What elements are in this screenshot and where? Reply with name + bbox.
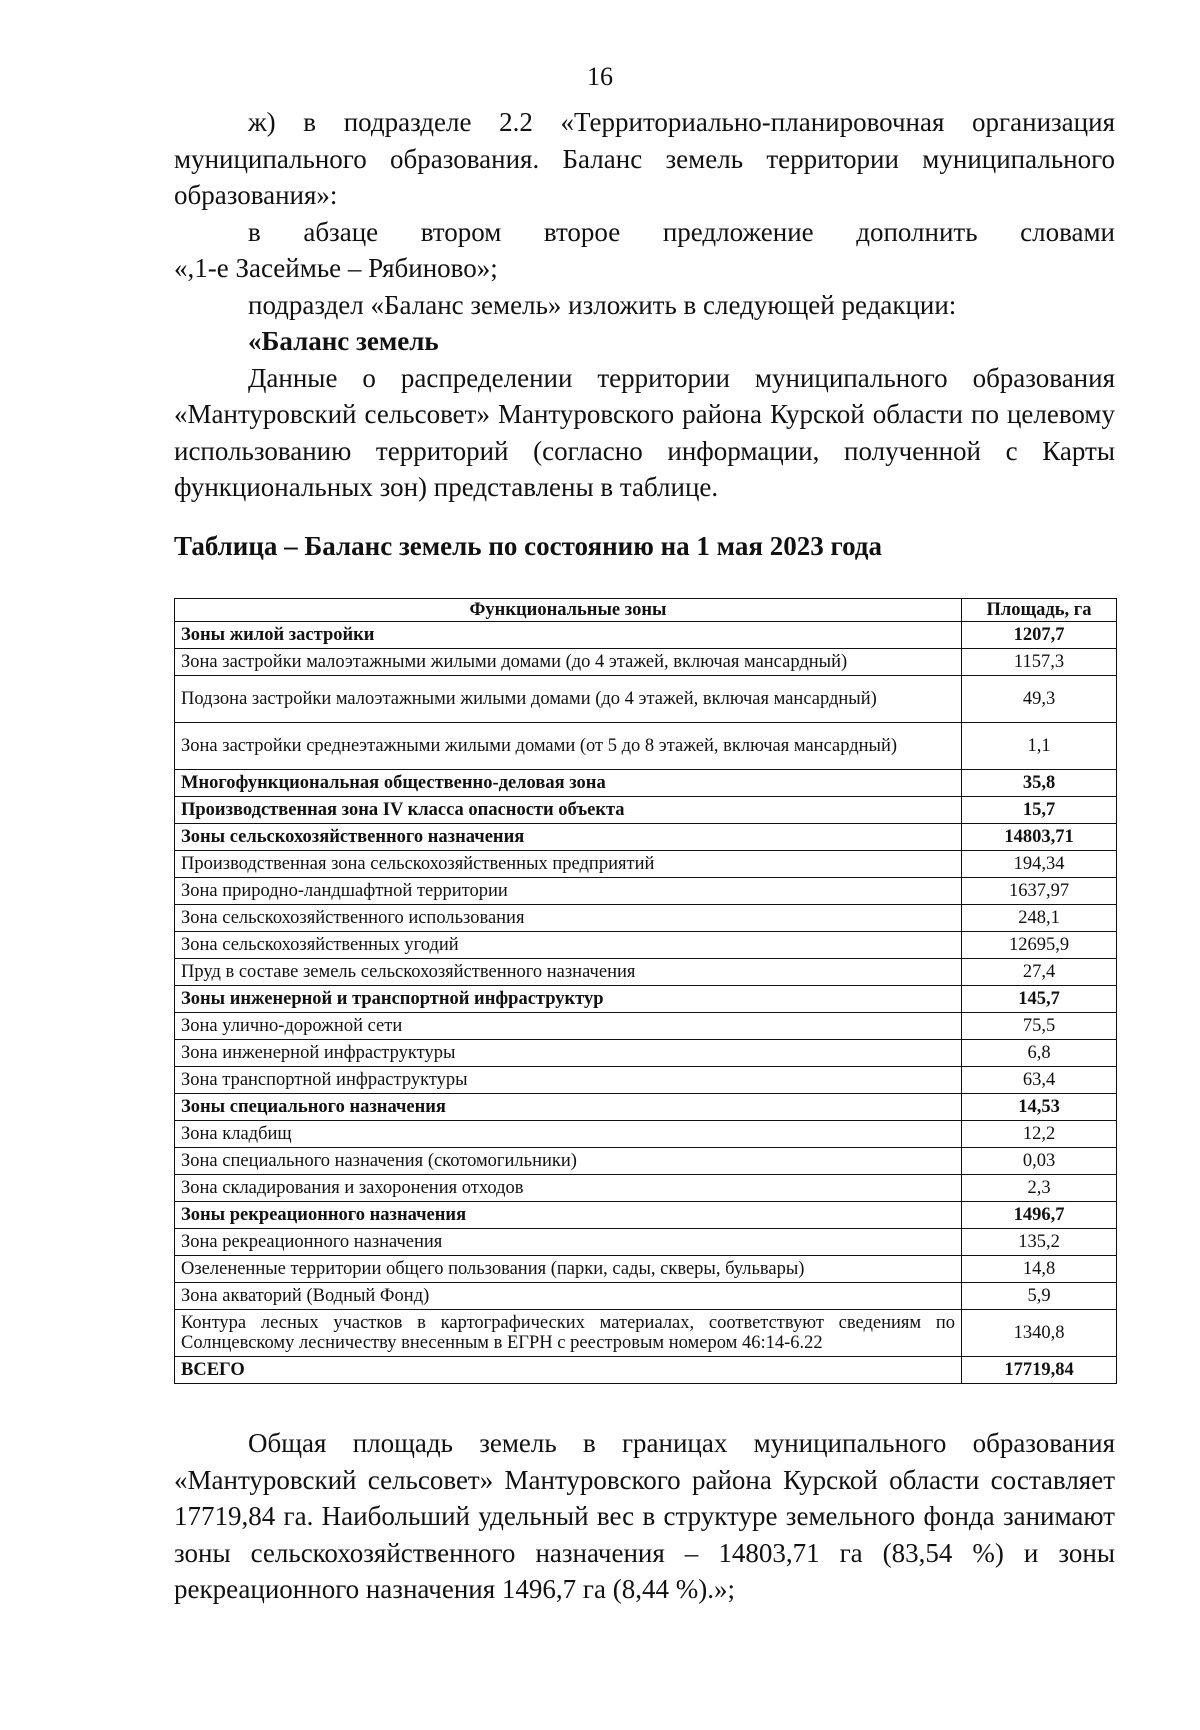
table-row xyxy=(175,676,1117,723)
table-row-group xyxy=(175,770,1117,797)
table-row xyxy=(175,1067,1117,1094)
area-value-cell: 27,4 xyxy=(962,959,1117,986)
area-value-cell: 145,7 xyxy=(962,986,1117,1013)
zone-name-cell: Зоны специального назначения xyxy=(175,1094,962,1121)
table-row xyxy=(175,1040,1117,1067)
zone-name-cell: Зоны жилой застройки xyxy=(175,622,962,649)
area-value-cell: 1637,97 xyxy=(962,878,1117,905)
zone-name-cell: Производственная зона IV класса опасности объекта xyxy=(175,797,962,824)
area-value-cell: 1157,3 xyxy=(962,649,1117,676)
zone-name-cell: Зона транспортной инфраструктуры xyxy=(175,1067,962,1094)
table-body xyxy=(175,622,1117,1384)
area-value-cell: 15,7 xyxy=(962,797,1117,824)
area-value-cell: 5,9 xyxy=(962,1283,1117,1310)
zone-name-cell: Зона улично-дорожной сети xyxy=(175,1013,962,1040)
column-header-zones: Функциональные зоны xyxy=(175,599,962,622)
zone-name-cell: Зона акваторий (Водный Фонд) xyxy=(175,1283,962,1310)
intro-paragraph-2-continuation: «,1-е Засеймье – Рябиново»; xyxy=(174,253,498,283)
area-value-cell: 1207,7 xyxy=(962,622,1117,649)
area-value-cell: 63,4 xyxy=(962,1067,1117,1094)
zone-name-cell: Контура лесных участков в картографических материалах, соответствуют сведениям по Солнцевскому лесничеству внесенным в ЕГРН с реестровым номером 46:14-6.22 xyxy=(175,1310,962,1357)
table-row xyxy=(175,1175,1117,1202)
section-heading: «Баланс земель xyxy=(248,326,439,356)
table-row-group xyxy=(175,1202,1117,1229)
table-row xyxy=(175,959,1117,986)
zone-name-cell: Зона застройки малоэтажными жилыми домами (до 4 этажей, включая мансардный) xyxy=(175,649,962,676)
area-value-cell: 12695,9 xyxy=(962,932,1117,959)
area-value-cell: 75,5 xyxy=(962,1013,1117,1040)
zone-name-cell: Подзона застройки малоэтажными жилыми домами (до 4 этажей, включая мансардный) xyxy=(175,676,962,723)
table-row xyxy=(175,1283,1117,1310)
table-row-group xyxy=(175,986,1117,1013)
area-value-cell: 194,34 xyxy=(962,851,1117,878)
zone-name-cell: Зона складирования и захоронения отходов xyxy=(175,1175,962,1202)
area-value-cell: 2,3 xyxy=(962,1175,1117,1202)
area-value-cell: 248,1 xyxy=(962,905,1117,932)
zone-name-cell: Зона кладбищ xyxy=(175,1121,962,1148)
land-balance-table-wrapper xyxy=(174,598,1116,1384)
area-value-cell: 0,03 xyxy=(962,1148,1117,1175)
table-row-group xyxy=(175,1357,1117,1384)
zone-name-cell: Зоны рекреационного назначения xyxy=(175,1202,962,1229)
zone-name-cell: Пруд в составе земель сельскохозяйственного назначения xyxy=(175,959,962,986)
table-row xyxy=(175,932,1117,959)
area-value-cell: 1496,7 xyxy=(962,1202,1117,1229)
table-row xyxy=(175,1310,1117,1357)
area-value-cell: 49,3 xyxy=(962,676,1117,723)
table-row xyxy=(175,649,1117,676)
zone-name-cell: Производственная зона сельскохозяйственных предприятий xyxy=(175,851,962,878)
table-row-group xyxy=(175,622,1117,649)
page-number: 16 xyxy=(587,62,613,91)
table-row xyxy=(175,1121,1117,1148)
zone-name-cell: Зона инженерной инфраструктуры xyxy=(175,1040,962,1067)
area-value-cell: 12,2 xyxy=(962,1121,1117,1148)
zone-name-cell: Зоны сельскохозяйственного назначения xyxy=(175,824,962,851)
table-row-group xyxy=(175,824,1117,851)
area-value-cell: 1340,8 xyxy=(962,1310,1117,1357)
area-value-cell: 14803,71 xyxy=(962,824,1117,851)
table-row xyxy=(175,723,1117,770)
table-title: Таблица – Баланс земель по состоянию на 1 мая 2023 года xyxy=(174,531,882,561)
zone-name-cell: Зона специального назначения (скотомогильники) xyxy=(175,1148,962,1175)
conclusion-paragraph: Общая площадь земель в границах муниципального образования «Мантуровский сельсовет» Мантуровского района Курской области составляет 17719,84 га. Наибольший удельный вес в структуре земельного фонда занимают зоны сельскохозяйственного назначения – 14803,71 га (83,54 %) и зоны рекреационного назначения 1496,7 га (8,44 %).»; xyxy=(174,1428,1115,1604)
area-value-cell: 14,8 xyxy=(962,1256,1117,1283)
intro-block xyxy=(174,104,1115,506)
area-value-cell: 14,53 xyxy=(962,1094,1117,1121)
column-header-area: Площадь, га xyxy=(962,599,1117,622)
zone-name-cell: Зона природно-ландшафтной территории xyxy=(175,878,962,905)
table-row xyxy=(175,851,1117,878)
zone-name-cell: Зоны инженерной и транспортной инфраструктур xyxy=(175,986,962,1013)
area-value-cell: 17719,84 xyxy=(962,1357,1117,1384)
area-value-cell: 135,2 xyxy=(962,1229,1117,1256)
table-row-group xyxy=(175,797,1117,824)
zone-name-cell: Зона рекреационного назначения xyxy=(175,1229,962,1256)
zone-name-cell: ВСЕГО xyxy=(175,1357,962,1384)
conclusion-block xyxy=(174,1425,1115,1608)
table-row xyxy=(175,905,1117,932)
zone-name-cell: Зона сельскохозяйственных угодий xyxy=(175,932,962,959)
area-value-cell: 6,8 xyxy=(962,1040,1117,1067)
table-row xyxy=(175,878,1117,905)
intro-paragraph-4: Данные о распределении территории муниципального образования «Мантуровский сельсовет» Мантуровского района Курской области по целевому использованию территорий (согласно информации, полученной с Карты функциональных зон) представлены в таблице. xyxy=(174,362,1115,502)
zone-name-cell: Зона застройки среднеэтажными жилыми домами (от 5 до 8 этажей, включая мансардный) xyxy=(175,723,962,770)
zone-name-cell: Многофункциональная общественно-деловая зона xyxy=(175,770,962,797)
table-row xyxy=(175,1229,1117,1256)
table-row-group xyxy=(175,1094,1117,1121)
table-header-row xyxy=(175,599,1117,622)
table-row xyxy=(175,1256,1117,1283)
land-balance-table xyxy=(174,598,1117,1384)
area-value-cell: 1,1 xyxy=(962,723,1117,770)
area-value-cell: 35,8 xyxy=(962,770,1117,797)
table-row xyxy=(175,1148,1117,1175)
zone-name-cell: Зона сельскохозяйственного использования xyxy=(175,905,962,932)
table-row xyxy=(175,1013,1117,1040)
zone-name-cell: Озелененные территории общего пользования (парки, сады, скверы, бульвары) xyxy=(175,1256,962,1283)
intro-paragraph-3: подраздел «Баланс земель» изложить в следующей редакции: xyxy=(248,289,957,320)
intro-paragraph-2: в абзаце втором второе предложение дополнить словами xyxy=(248,216,1115,247)
intro-paragraph-1: ж) в подразделе 2.2 «Территориально-планировочная организация муниципального образования. Баланс земель территории муниципального образования»: xyxy=(174,107,1115,210)
